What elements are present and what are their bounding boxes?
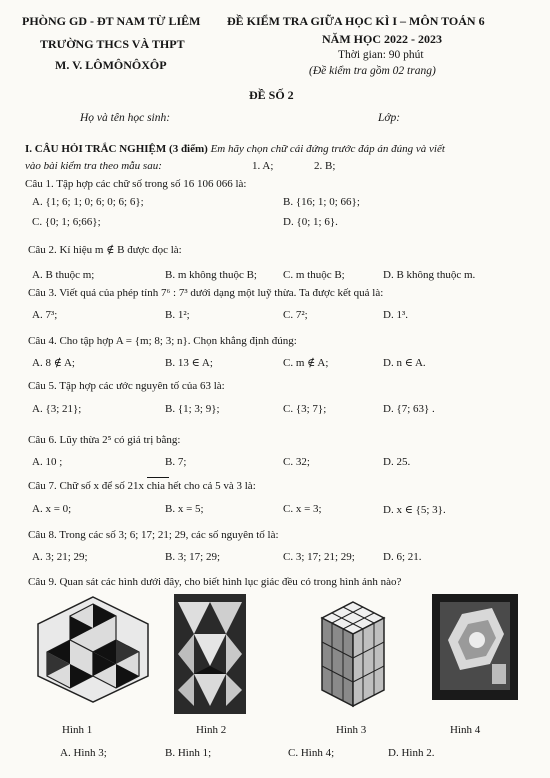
school-name: TRƯỜNG THCS VÀ THPT — [40, 37, 185, 51]
school-year: NĂM HỌC 2022 - 2023 — [322, 32, 442, 46]
q4-option-b: B. 13 ∈ A; — [165, 357, 213, 369]
department-name: PHÒNG GD - ĐT NAM TỪ LIÊM — [22, 14, 201, 28]
section-title: I. CÂU HỎI TRẮC NGHIỆM (3 điểm) — [25, 143, 208, 155]
overline-mark — [147, 477, 169, 478]
section-instruction-2: vào bài kiểm tra theo mẫu sau: — [25, 160, 162, 172]
page-count-note: (Đề kiểm tra gồm 02 trang) — [309, 65, 436, 77]
q3-option-c: C. 7²; — [283, 309, 308, 321]
sample-answer-2: 2. B; — [314, 160, 336, 172]
q1-option-d: D. {0; 1; 6}. — [283, 216, 338, 228]
figure-1-caption: Hình 1 — [62, 724, 93, 736]
q3-option-b: B. 1²; — [165, 309, 190, 321]
q9-option-b: B. Hình 1; — [165, 747, 212, 759]
q5-option-a: A. {3; 21}; — [32, 403, 82, 415]
figure-3-caption: Hình 3 — [336, 724, 367, 736]
exam-code: ĐỀ SỐ 2 — [249, 88, 294, 102]
figure-4-caption: Hình 4 — [450, 724, 481, 736]
q2-option-d: D. B không thuộc m. — [383, 269, 476, 281]
question-5: Câu 5. Tập hợp các ước nguyên tố của 63 là: — [28, 380, 225, 392]
q6-option-c: C. 32; — [283, 456, 310, 468]
q6-option-d: D. 25. — [383, 456, 411, 468]
q6-option-b: B. 7; — [165, 456, 187, 468]
q6-option-a: A. 10 ; — [32, 456, 63, 468]
q5-option-d: D. {7; 63} . — [383, 403, 435, 415]
q5-option-c: C. {3; 7}; — [283, 403, 327, 415]
q9-option-a: A. Hình 3; — [60, 747, 107, 759]
question-6: Câu 6. Lũy thừa 2⁵ có giá trị bằng: — [28, 434, 181, 446]
q9-option-d: D. Hình 2. — [388, 747, 435, 759]
section-instruction: Em hãy chọn chữ cái đứng trước đáp án đúng và viết — [210, 143, 445, 155]
cube-image — [318, 594, 388, 714]
q4-option-a: A. 8 ∉ A; — [32, 357, 75, 369]
q7-option-d: D. x ∈ {5; 3}. — [383, 504, 446, 516]
q8-option-b: B. 3; 17; 29; — [165, 551, 221, 563]
exam-title: ĐỀ KIỂM TRA GIỮA HỌC KÌ I – MÔN TOÁN 6 — [227, 14, 485, 28]
figure-4-photo — [432, 594, 518, 705]
figure-1-hexagon-pattern — [28, 594, 158, 709]
class-label: Lớp: — [378, 112, 401, 124]
triangle-pattern-image — [174, 594, 246, 714]
section-heading — [25, 143, 445, 155]
figure-3-cube — [318, 594, 388, 719]
q4-option-d: D. n ∈ A. — [383, 357, 426, 369]
hexagon-pattern-image — [28, 594, 158, 704]
question-3: Câu 3. Viết quả của phép tính 7⁶ : 7³ dưới dạng một luỹ thừa. Ta được kết quả là: — [28, 287, 384, 299]
q8-option-d: D. 6; 21. — [383, 551, 422, 563]
q1-option-a: A. {1; 6; 1; 0; 6; 0; 6; 6}; — [32, 196, 144, 208]
q2-option-a: A. B thuộc m; — [32, 269, 95, 281]
q2-option-b: B. m không thuộc B; — [165, 269, 257, 281]
photo-image — [432, 594, 518, 700]
q1-option-c: C. {0; 1; 6;66}; — [32, 216, 101, 228]
q2-option-c: C. m thuộc B; — [283, 269, 345, 281]
exam-duration: Thời gian: 90 phút — [338, 49, 424, 61]
figure-2-triangle-pattern — [174, 594, 246, 719]
q4-option-c: C. m ∉ A; — [283, 357, 329, 369]
q8-option-a: A. 3; 21; 29; — [32, 551, 88, 563]
figure-2-caption: Hình 2 — [196, 724, 227, 736]
question-1: Câu 1. Tập hợp các chữ số trong số 16 106 066 là: — [25, 178, 247, 190]
question-2: Câu 2. Kí hiệu m ∉ B được đọc là: — [28, 244, 182, 256]
school-name-2: M. V. LÔMÔNÔXÔP — [55, 58, 167, 72]
q1-option-b: B. {16; 1; 0; 66}; — [283, 196, 360, 208]
q3-option-a: A. 7³; — [32, 309, 58, 321]
q9-option-c: C. Hình 4; — [288, 747, 335, 759]
question-4: Câu 4. Cho tập hợp A = {m; 8; 3; n}. Chọn khẳng định đúng: — [28, 335, 297, 347]
sample-answer-1: 1. A; — [252, 160, 274, 172]
q7-option-b: B. x = 5; — [165, 503, 204, 515]
question-7: Câu 7. Chữ số x để số 21x chia hết cho cả 5 và 3 là: — [28, 480, 256, 492]
q7-option-a: A. x = 0; — [32, 503, 72, 515]
student-name-label: Họ và tên học sinh: — [80, 112, 171, 124]
question-8: Câu 8. Trong các số 3; 6; 17; 21; 29, các số nguyên tố là: — [28, 529, 279, 541]
q3-option-d: D. 1³. — [383, 309, 408, 321]
q7-option-c: C. x = 3; — [283, 503, 322, 515]
question-9: Câu 9. Quan sát các hình dưới đây, cho biết hình lục giác đều có trong hình ảnh nào? — [28, 576, 402, 588]
q8-option-c: C. 3; 17; 21; 29; — [283, 551, 355, 563]
q5-option-b: B. {1; 3; 9}; — [165, 403, 220, 415]
